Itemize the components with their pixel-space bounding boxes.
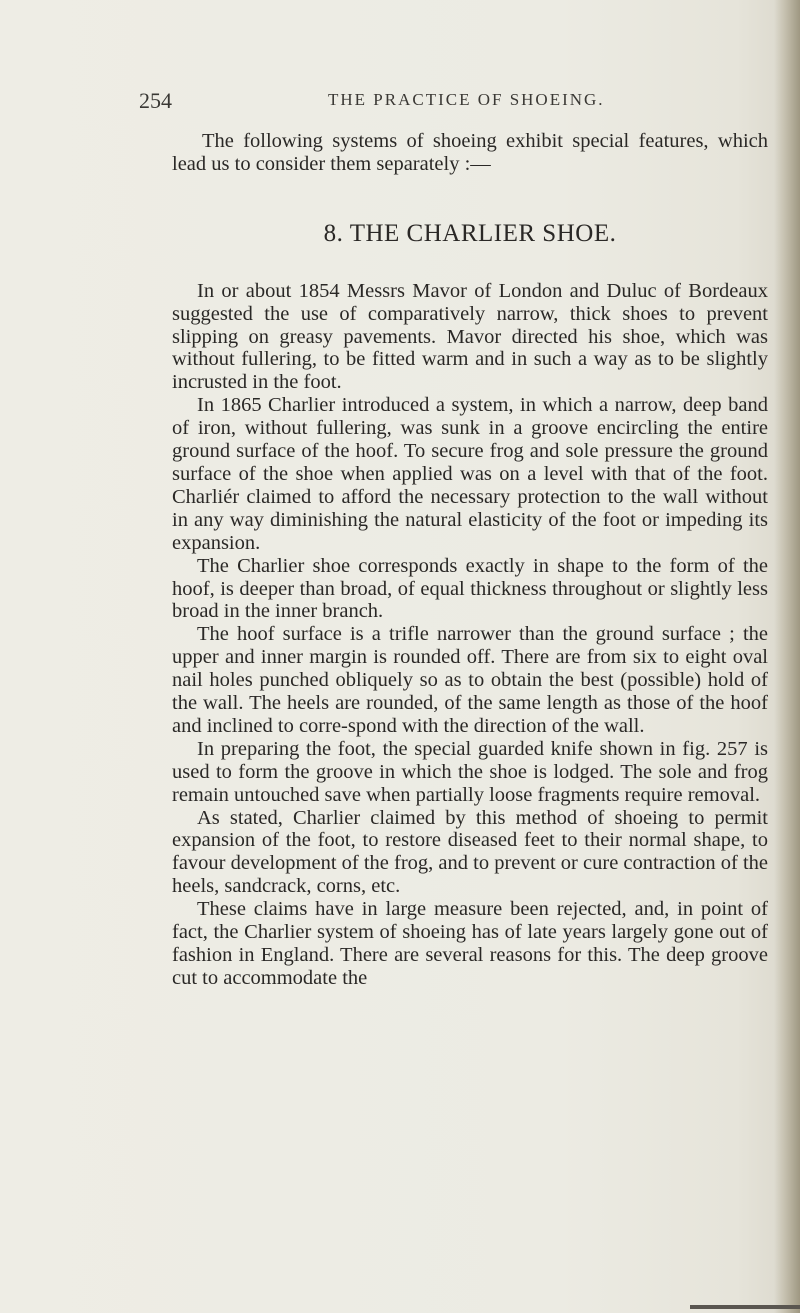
running-title: THE PRACTICE OF SHOEING. bbox=[328, 90, 605, 109]
paragraph-hoof-surface: The hoof surface is a trifle narrower than the ground surface ; the upper and inner margin is rounded off. There are from six to eight oval nail holes punched obliquely so as to obtain the best (possible) hold of the wall. The heels are rounded, of the same length as those of the hoof and inclined to corre-spond with the direction of the wall. bbox=[172, 623, 768, 737]
intro-paragraph: The following systems of shoeing exhibit special features, which lead us to consider them separately :— bbox=[172, 130, 768, 175]
paragraph-mavor-duluc: In or about 1854 Messrs Mavor of London and Duluc of Bordeaux suggested the use of comparatively narrow, thick shoes to prevent slipping on greasy pavements. Mavor directed his shoe, which was without fullering, to be fitted warm and in such a way as to be slightly incrusted in the foot. bbox=[172, 279, 768, 394]
page-edge-shadow bbox=[774, 0, 800, 1313]
section-heading: 8. THE CHARLIER SHOE. bbox=[323, 219, 617, 247]
paragraph-claims: As stated, Charlier claimed by this method of shoeing to permit expansion of the foot, to restore diseased feet to their normal shape, to favour development of the frog, and to prevent or cure contraction of the heels, sandcrack, corns, etc. bbox=[172, 806, 768, 898]
paragraph-rejection: These claims have in large measure been rejected, and, in point of fact, the Charlier system of shoeing has of late years largely gone out of fashion in England. There are several reasons for this. The deep groove cut to accommodate the bbox=[172, 898, 768, 989]
body-text bbox=[172, 130, 768, 990]
page-number: 254 bbox=[139, 88, 172, 113]
page-header bbox=[139, 88, 779, 118]
paragraph-shoe-shape: The Charlier shoe corresponds exactly in shape to the form of the hoof, is deeper than broad, of equal thickness throughout or slightly less broad in the inner branch. bbox=[172, 554, 768, 623]
paragraph-charlier-system: In 1865 Charlier introduced a system, in which a narrow, deep band of iron, without fullering, was sunk in a groove encircling the entire ground surface of the hoof. To secure frog and sole pressure the ground surface of the shoe when applied was on a level with that of the foot. Charliér claimed to afford the necessary protection to the wall without in any way diminishing the natural elasticity of the foot or impeding its expansion. bbox=[172, 394, 768, 554]
bottom-edge-line bbox=[690, 1305, 800, 1309]
paragraph-preparing-foot: In preparing the foot, the special guarded knife shown in fig. 257 is used to form the groove in which the shoe is lodged. The sole and frog remain untouched save when partially loose fragments require removal. bbox=[172, 737, 768, 806]
